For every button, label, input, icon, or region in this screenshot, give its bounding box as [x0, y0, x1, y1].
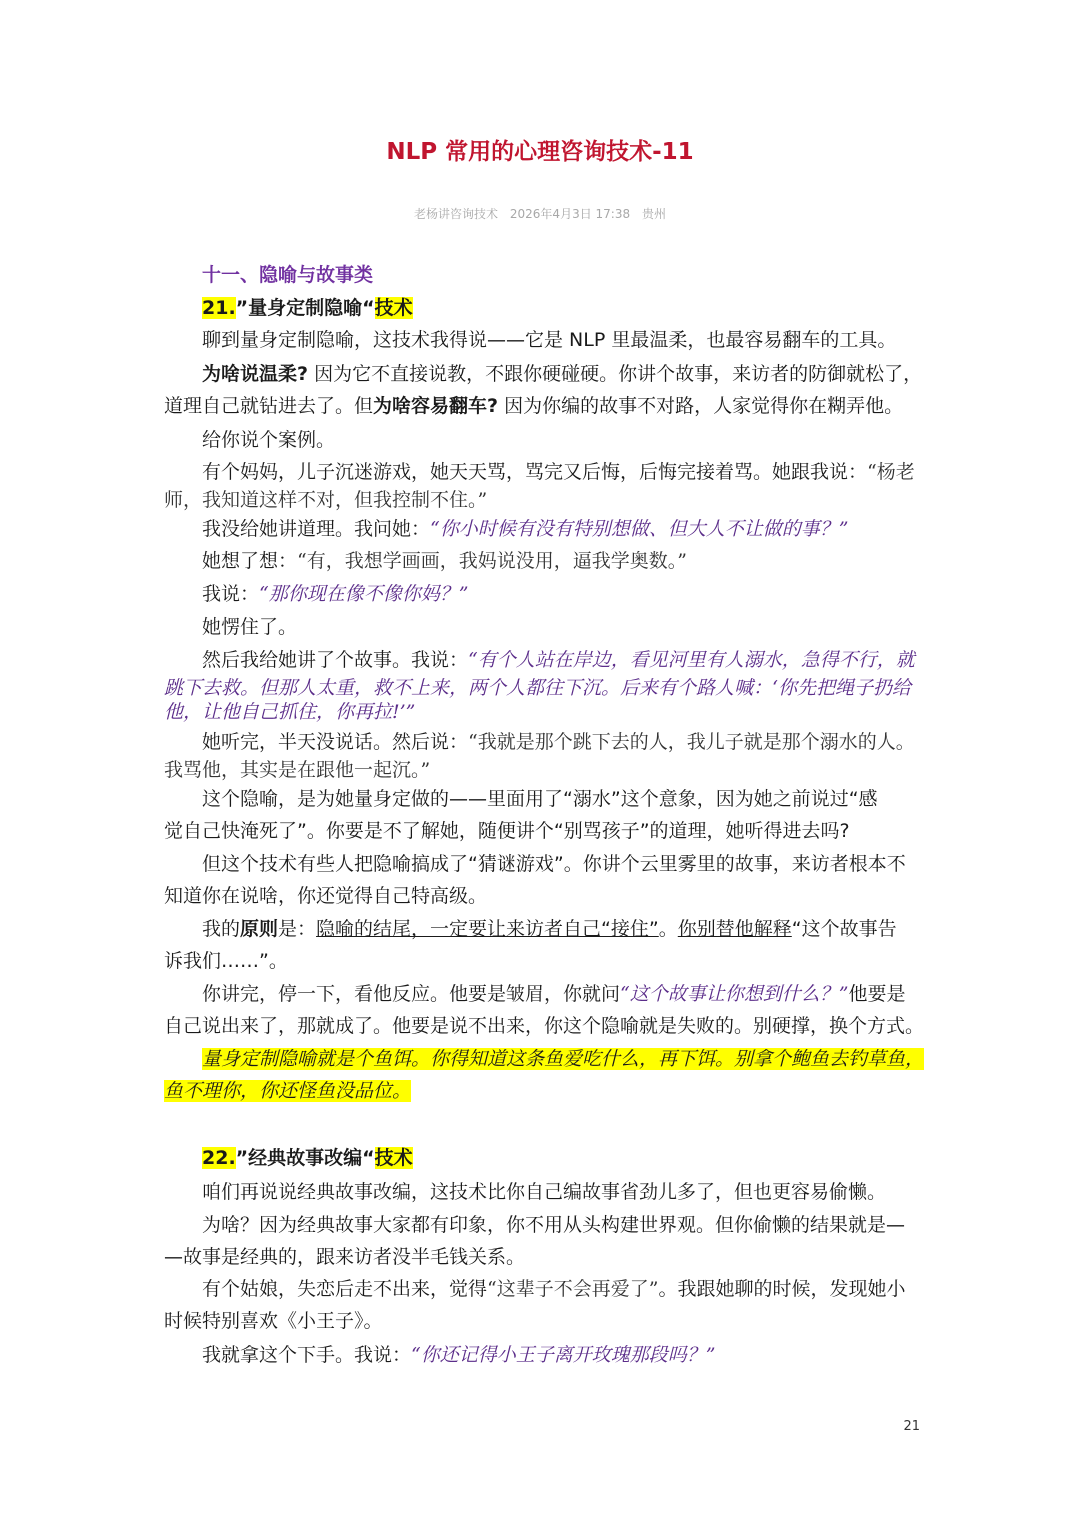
paragraph: 咱们再说说经典故事改编，这技术比你自己编故事省劲儿多了，但也更容易偷懒。 [202, 1181, 887, 1203]
paragraph [202, 460, 916, 484]
quote: “有个人站在岸边，看见河里有人溺水，急得不行，就 [468, 649, 915, 671]
quote: “那你现在像不像你妈？” [259, 583, 469, 605]
quote: “这辈子不会再爱了” [487, 1278, 659, 1300]
paragraph-line: 知道你在说啥，你还觉得自己特高级。 [164, 885, 488, 907]
text: 因为你编的故事不对路，人家觉得你在糊弄他。 [498, 395, 904, 417]
text: 他要是 [848, 983, 906, 1005]
location: 贵州 [641, 207, 666, 221]
paragraph-line: 自己说出来了，那就成了。他要是说不出来，你这个隐喻就是失败的。别硬撑，换个方式。 [164, 1015, 925, 1037]
paragraph [202, 1343, 916, 1367]
paragraph: 这个隐喻，是为她量身定做的——里面用了“溺水”这个意象，因为她之前说过“感 [202, 788, 878, 810]
item-title: ”经典故事改编“ [235, 1147, 375, 1169]
section-heading: 十一、隐喻与故事类 [202, 264, 374, 286]
text: 。 [658, 918, 678, 940]
text: 有个妈妈，儿子沉迷游戏，她天天骂，骂完又后悔，后悔完接着骂。她跟我说： [202, 461, 868, 483]
text: 然后我给她讲了个故事。我说： [202, 649, 469, 671]
text: 道理自己就钻进去了。但 [164, 395, 374, 417]
text: 她想了想： [202, 550, 298, 572]
text: 她听完，半天没说话。然后说： [202, 731, 469, 753]
paragraph-line: 觉自己快淹死了”。你要是不了解她，随便讲个“别骂孩子”的道理，她听得进去吗? [164, 820, 850, 842]
paragraph [202, 982, 916, 1006]
quote: “你还记得小王子离开玫瑰那段吗？” [411, 1344, 716, 1366]
paragraph: 她愣住了。 [202, 616, 298, 638]
paragraph: 为啥？因为经典故事大家都有印象，你不用从头构建世界观。但你偷懒的结果就是— [202, 1214, 906, 1236]
paragraph-line: —故事是经典的，跟来访者没半毛钱关系。 [164, 1246, 526, 1268]
paragraph-line [164, 394, 916, 418]
underlined-text: 隐喻的结尾，一定要让来访者自己“接住” [316, 918, 659, 940]
item-number: 22. [202, 1147, 236, 1169]
paragraph-line: 时候特别喜欢《小王子》。 [164, 1310, 383, 1332]
paragraph-line: 跳下去救。但那人太重，救不上来，两个人都往下沉。后来有个路人喊：‘你先把绳子扔给 [164, 677, 912, 699]
paragraph [202, 730, 916, 754]
quote: “有，我想学画画，我妈说没用，逼我学奥数。” [297, 550, 687, 572]
item-heading-21 [202, 296, 916, 320]
page-title: NLP 常用的心理咨询技术-11 [386, 139, 694, 165]
text: 我说： [202, 583, 260, 605]
item-tech: 技术 [374, 1147, 413, 1169]
bold-text: 为啥说温柔? [202, 363, 309, 385]
text: 因为它不直接说教，不跟你硬碰硬。你讲个故事，来访者的防御就松了， [308, 363, 923, 385]
paragraph [202, 362, 923, 386]
quote: “杨老 [867, 461, 915, 483]
text: “这个故事告 [791, 918, 897, 940]
highlighted-text: 量身定制隐喻就是个鱼饵。你得知道这条鱼爱吃什么，再下饵。别拿个鲍鱼去钓草鱼， [202, 1048, 925, 1070]
text: 我没给她讲道理。我问她： [202, 518, 431, 540]
article-meta [0, 205, 1080, 222]
author[interactable]: 老杨讲咨询技术 [414, 207, 499, 221]
quote: “我就是那个跳下去的人，我儿子就是那个溺水的人。 [468, 731, 915, 753]
underlined-text: 你别替他解释 [677, 918, 792, 940]
highlight-paragraph-line [164, 1079, 916, 1103]
paragraph-line: 师，我知道这样不对，但我控制不住。” [164, 489, 488, 511]
paragraph: 给你说个案例。 [202, 429, 336, 451]
quote: “你小时候有没有特别想做、但大人不让做的事？” [430, 518, 849, 540]
highlight-paragraph [202, 1047, 925, 1071]
paragraph [202, 549, 916, 573]
paragraph [202, 648, 916, 672]
paragraph-line: 诉我们……”。 [164, 950, 288, 972]
page-number: 21 [903, 1419, 920, 1434]
paragraph-line: 我骂他，其实是在跟他一起沉。” [164, 759, 431, 781]
highlighted-text: 鱼不理你，你还怪鱼没品位。 [164, 1080, 412, 1102]
item-tech: 技术 [374, 297, 413, 319]
paragraph [202, 582, 916, 606]
paragraph [202, 1277, 916, 1301]
text: 是： [278, 918, 317, 940]
bold-text: 原则 [240, 918, 279, 940]
text: 。我跟她聊的时候，发现她小 [658, 1278, 906, 1300]
item-number: 21. [202, 297, 236, 319]
publish-datetime: 2026年4月3日 17:38 [509, 207, 631, 221]
paragraph [202, 517, 916, 541]
quote: “这个故事让你想到什么？” [620, 983, 849, 1005]
paragraph: 但这个技术有些人把隐喻搞成了“猜谜游戏”。你讲个云里雾里的故事，来访者根本不 [202, 853, 906, 875]
text: 我的 [202, 918, 241, 940]
paragraph-line: 他，让他自己抓住，你再拉!’” [164, 701, 416, 723]
text: 你讲完，停一下，看他反应。他要是皱眉，你就问 [202, 983, 621, 1005]
bold-text: 为啥容易翻车? [373, 395, 499, 417]
paragraph [202, 917, 916, 941]
text: 有个姑娘，失恋后走不出来，觉得 [202, 1278, 488, 1300]
paragraph: 聊到量身定制隐喻，这技术我得说——它是 NLP 里最温柔，也最容易翻车的工具。 [202, 329, 897, 351]
text: 我就拿这个下手。我说： [202, 1344, 412, 1366]
item-heading-22 [202, 1146, 916, 1170]
item-title: ”量身定制隐喻“ [235, 297, 375, 319]
